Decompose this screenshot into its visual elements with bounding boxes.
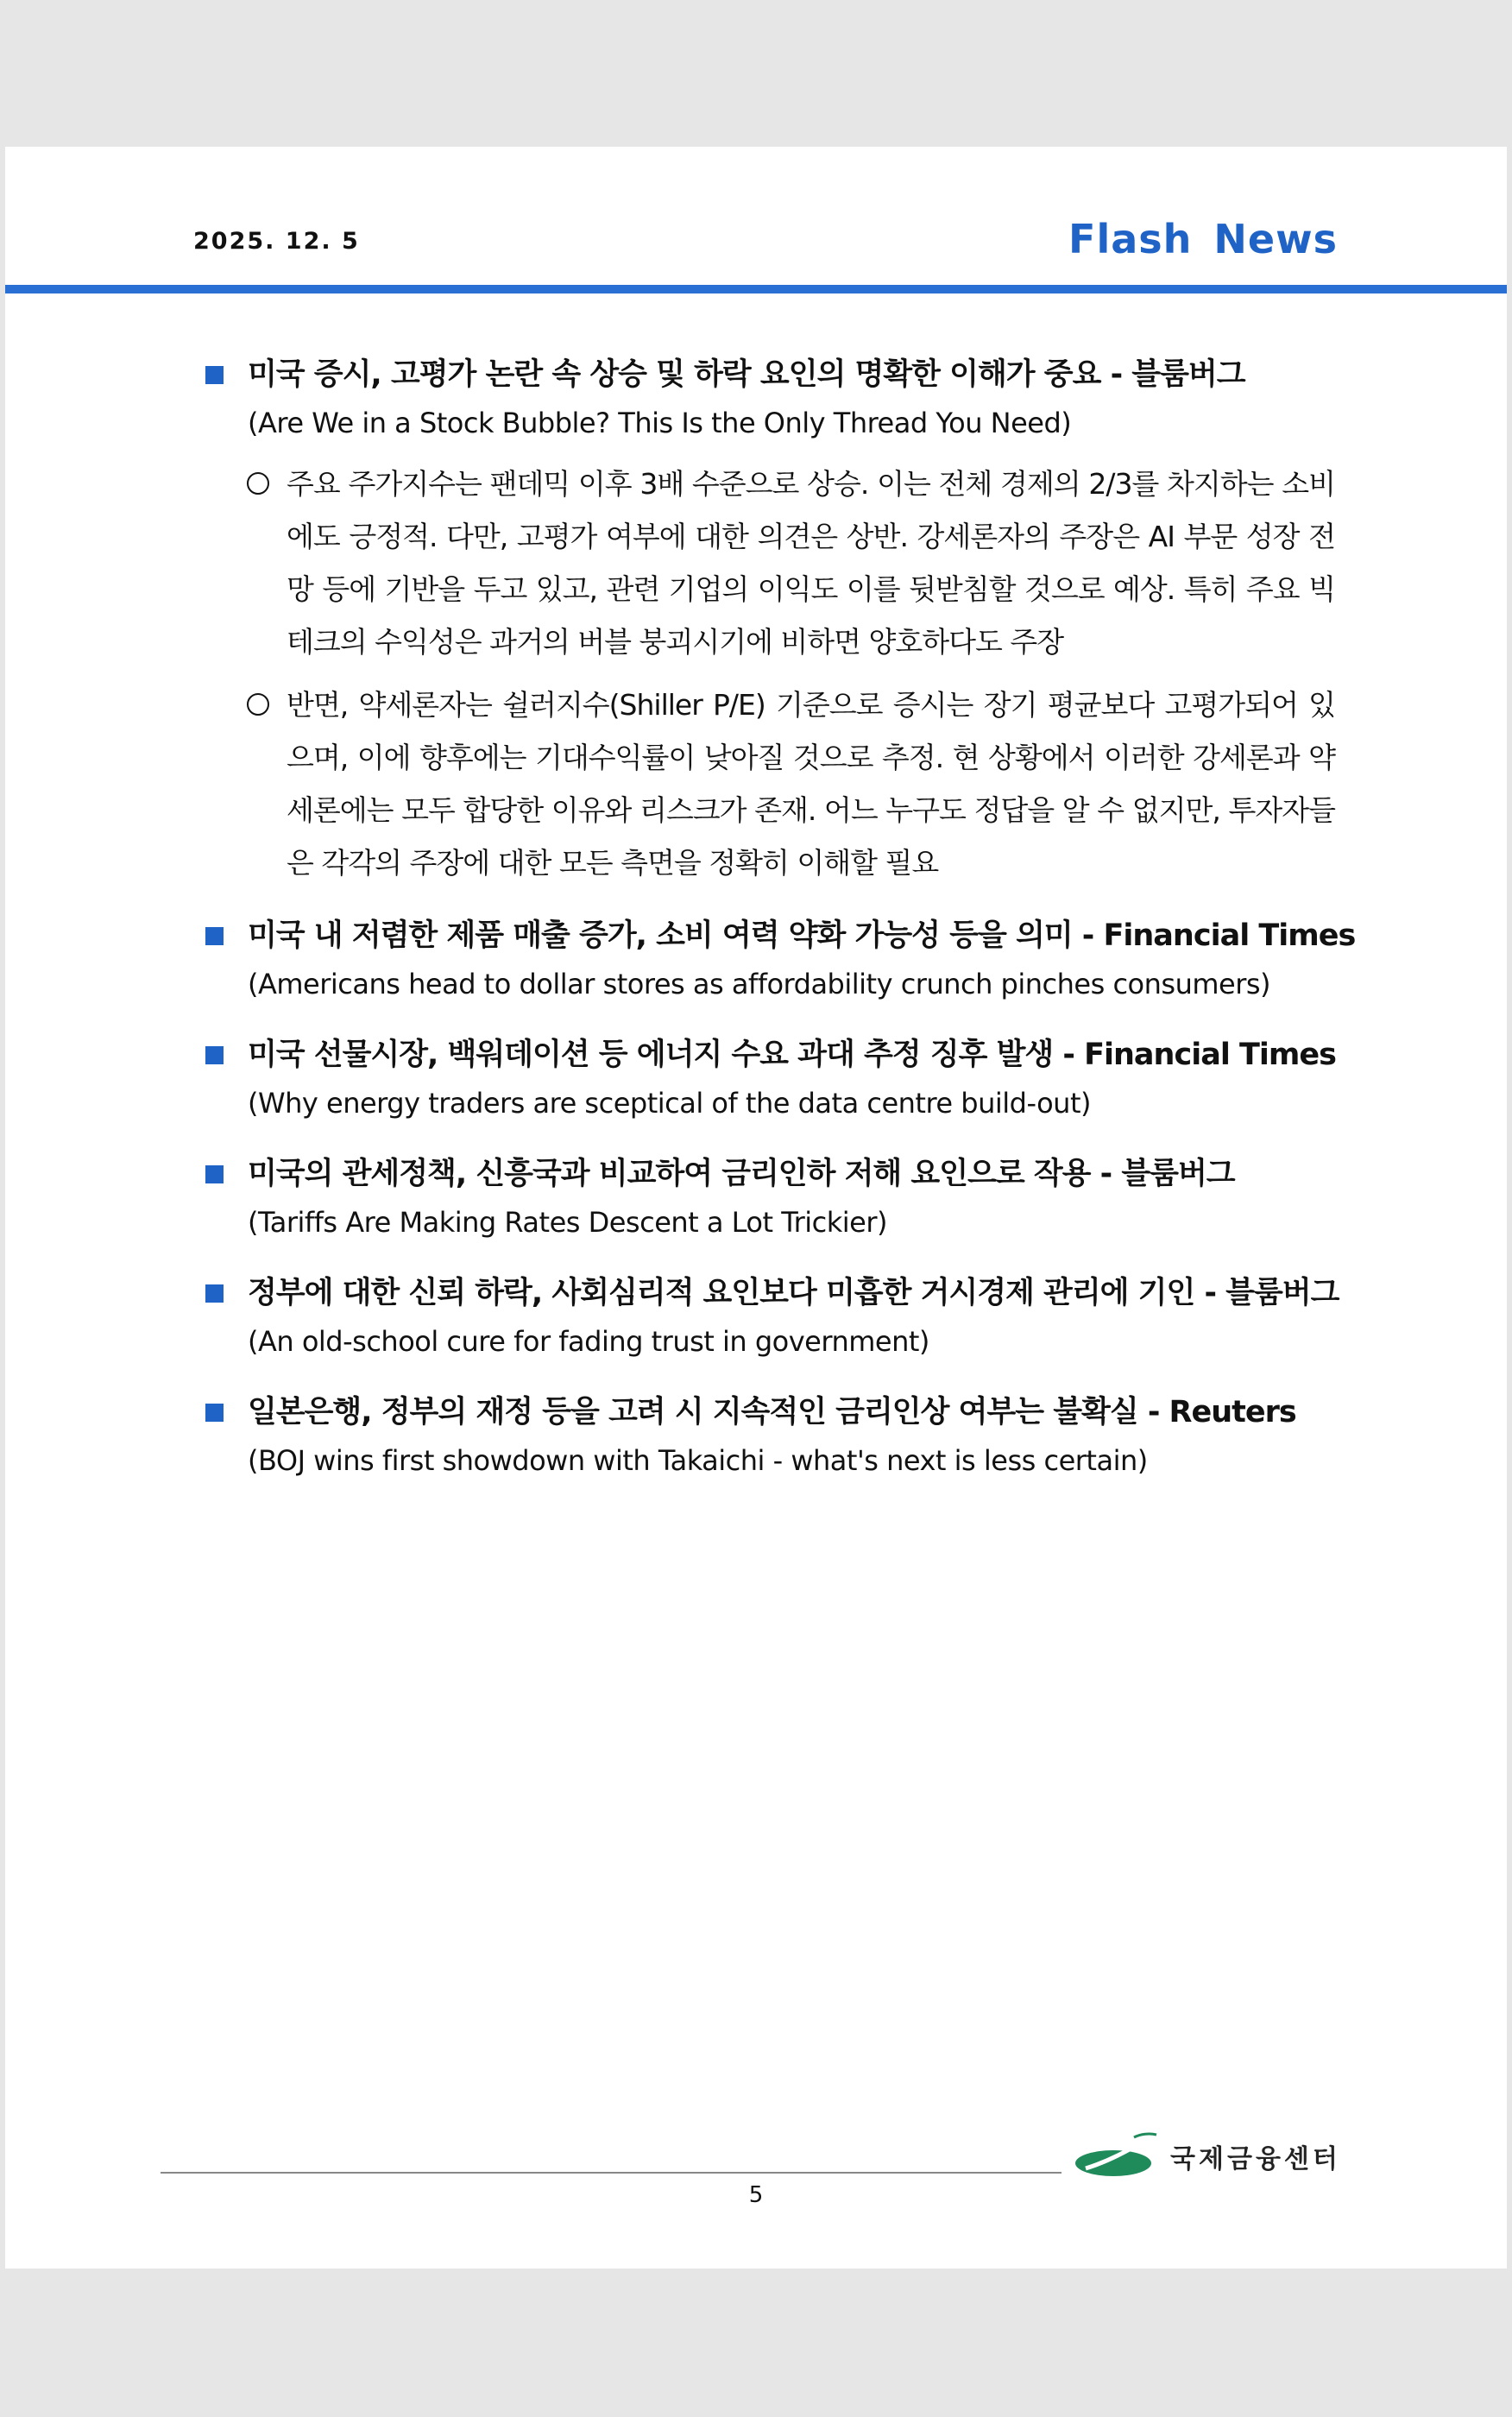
news-subtitle: (Why energy traders are sceptical of the data centre build-out) — [248, 1087, 1091, 1120]
news-subtitle: (Americans head to dollar stores as affordability crunch pinches consumers) — [248, 968, 1271, 1000]
footer-logo — [1074, 2132, 1341, 2180]
document-page — [5, 147, 1507, 2269]
news-subtitle: (Are We in a Stock Bubble? This Is the Only Thread You Need) — [248, 407, 1072, 439]
news-item — [205, 1388, 1336, 1485]
square-bullet-icon — [205, 1404, 224, 1422]
news-bullet — [247, 678, 1336, 889]
page-number: 5 — [748, 2182, 764, 2208]
news-item — [205, 1150, 1336, 1246]
news-item — [205, 1031, 1336, 1127]
news-item — [205, 912, 1356, 1008]
news-title: 미국의 관세정책, 신흥국과 비교하여 금리인하 저해 요인으로 작용 - 블룸버그 — [248, 1157, 1235, 1191]
news-title: 미국 내 저렴한 제품 매출 증가, 소비 여력 약화 가능성 등을 의미 - Financial Times — [248, 918, 1356, 953]
circle-bullet-icon — [247, 472, 269, 495]
news-title: 일본은행, 정부의 재정 등을 고려 시 지속적인 금리인상 여부는 불확실 - Reuters — [248, 1395, 1296, 1429]
news-title: 미국 증시, 고평가 논란 속 상승 및 하락 요인의 명확한 이해가 중요 - 블룸버그 — [248, 357, 1245, 392]
bullet-text: 주요 주가지수는 팬데믹 이후 3배 수준으로 상승. 이는 전체 경제의 2/3를 차지하는 소비에도 긍정적. 다만, 고평가 여부에 대한 의견은 상반. 강세론자의 주장은 AI 부문 성장 전망 등에 기반을 두고 있고, 관련 기업의 이익도 이를 뒷받침할 것으로 예상. 특히 주요 빅테크의 수익성은 과거의 버블 붕괴시기에 비하면 양호하다도 주장 — [287, 467, 1335, 659]
news-subtitle: (Tariffs Are Making Rates Descent a Lot Trickier) — [248, 1206, 887, 1239]
square-bullet-icon — [205, 1284, 224, 1303]
news-list — [205, 350, 1356, 1507]
bullet-text: 반면, 약세론자는 쉴러지수(Shiller P/E) 기준으로 증시는 장기 평균보다 고평가되어 있으며, 이에 향후에는 기대수익률이 낮아질 것으로 추정. 현 상황에서 이러한 강세론과 약세론에는 모두 합당한 이유와 리스크가 존재. 어느 누구도 정답을 알 수 없지만, 투자자들은 각각의 주장에 대한 모든 측면을 정확히 이해할 필요 — [287, 688, 1335, 880]
kcif-logo-icon — [1074, 2132, 1160, 2180]
header-rule — [5, 285, 1507, 293]
circle-bullet-icon — [247, 693, 269, 716]
square-bullet-icon — [205, 366, 224, 384]
report-date: 2025. 12. 5 — [193, 228, 360, 255]
footer-rule — [161, 2172, 1062, 2174]
square-bullet-icon — [205, 1046, 224, 1064]
news-item — [205, 350, 1336, 889]
brand-title: Flash News — [1068, 216, 1338, 262]
news-bullet — [247, 458, 1336, 668]
news-title: 미국 선물시장, 백워데이션 등 에너지 수요 과대 추정 징후 발생 - Financial Times — [248, 1038, 1336, 1072]
news-subtitle: (An old-school cure for fading trust in government) — [248, 1325, 929, 1358]
logo-text: 국제금융센터 — [1170, 2144, 1341, 2174]
square-bullet-icon — [205, 1165, 224, 1183]
square-bullet-icon — [205, 927, 224, 945]
news-item — [205, 1269, 1339, 1366]
news-title: 정부에 대한 신뢰 하락, 사회심리적 요인보다 미흡한 거시경제 관리에 기인 - 블룸버그 — [248, 1276, 1339, 1310]
news-subtitle: (BOJ wins first showdown with Takaichi - what's next is less certain) — [248, 1444, 1148, 1477]
